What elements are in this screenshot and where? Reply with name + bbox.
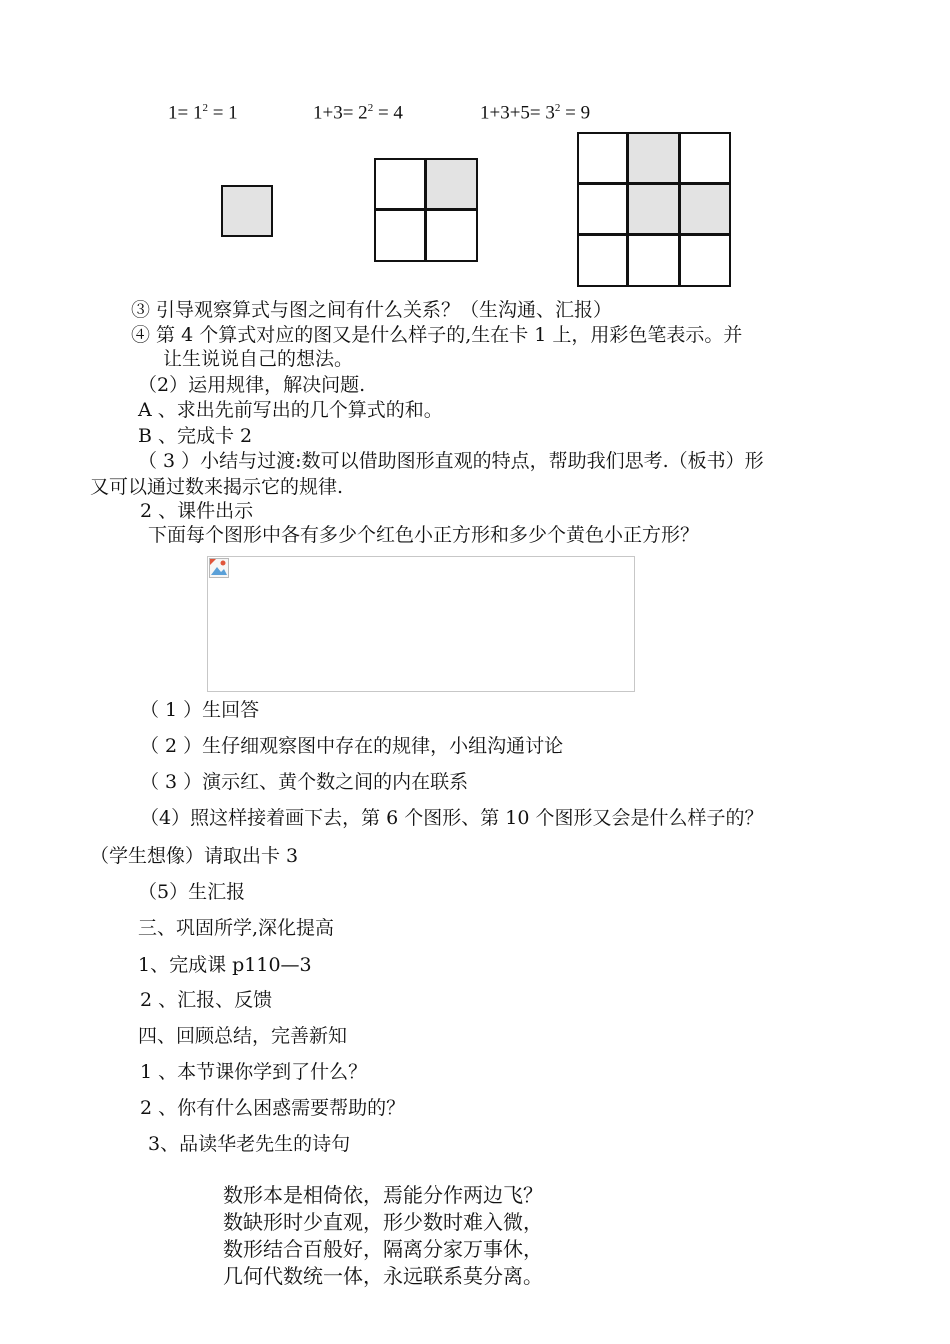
text-line: 2 、课件出示 [140, 500, 254, 522]
text-line: B 、完成卡 2 [138, 425, 253, 447]
text-line: ③ 引导观察算式与图之间有什么关系？（生沟通、汇报） [131, 299, 613, 321]
grid-cell [627, 132, 679, 184]
text-line: A 、求出先前写出的几个算式的和。 [138, 399, 443, 421]
formula-2: $1+3= 2^2 = 4$ [313, 102, 403, 124]
grid-cell [374, 209, 426, 262]
figure-3x3 [577, 132, 731, 287]
grid-cell [627, 183, 679, 236]
text-line: 2 、汇报、反馈 [140, 989, 273, 1011]
text-line: 下面每个图形中各有多少个红色小正方形和多少个黄色小正方形？ [148, 524, 700, 546]
broken-image-icon [209, 558, 229, 578]
text-line: （ 3 ）演示红、黄个数之间的内在联系 [140, 771, 469, 793]
image-placeholder [207, 556, 635, 692]
grid-cell [679, 183, 731, 236]
grid-cell [577, 234, 628, 287]
text-line: 1 、本节课你学到了什么？ [140, 1061, 368, 1083]
text-line: 四、回顾总结，完善新知 [138, 1025, 348, 1047]
text-line: 1、完成课 p110—3 [138, 954, 312, 976]
text-line: ④ 第 4 个算式对应的图又是什么样子的,生在卡 1 上，用彩色笔表示。并 [131, 324, 743, 346]
text-line: （学生想像）请取出卡 3 [90, 845, 299, 867]
text-line: （4）照这样接着画下去，第 6 个图形、第 10 个图形又会是什么样子的？ [140, 807, 764, 829]
grid-cell [374, 158, 426, 210]
grid-cell [679, 234, 731, 287]
grid-cell [425, 209, 478, 262]
formula-1: $1= 1^2 = 1$ [168, 102, 238, 124]
text-line: 三、巩固所学,深化提高 [138, 917, 335, 939]
grid-cell [577, 183, 628, 236]
poem-line-1: 数形本是相倚依，焉能分作两边飞？ [223, 1183, 543, 1207]
poem-line-3: 数形结合百般好，隔离分家万事休， [223, 1237, 543, 1261]
poem-line-2: 数缺形时少直观，形少数时难入微， [223, 1210, 543, 1234]
text-line: （ 2 ）生仔细观察图中存在的规律，小组沟通讨论 [140, 735, 564, 757]
grid-cell [679, 132, 731, 184]
grid-cell [627, 234, 679, 287]
grid-cell [221, 185, 273, 237]
text-line: （5）生汇报 [138, 881, 246, 903]
text-line: 让生说说自己的想法。 [163, 348, 354, 370]
figure-2x2 [374, 158, 478, 262]
text-line: 又可以通过数来揭示它的规律. [90, 476, 344, 498]
grid-cell [577, 132, 628, 184]
figure-1x1 [221, 185, 273, 237]
text-line: 2 、你有什么困惑需要帮助的？ [140, 1097, 406, 1119]
text-line: （2）运用规律，解决问题. [138, 374, 366, 396]
text-line: （ 1 ）生回答 [140, 699, 260, 721]
poem-line-4: 几何代数统一体，永远联系莫分离。 [223, 1264, 543, 1288]
text-line: （ 3 ）小结与过渡:数可以借助图形直观的特点，帮助我们思考.（板书）形 [138, 450, 764, 472]
grid-cell [425, 158, 478, 210]
formula-3: $1+3+5= 3^2 = 9$ [480, 102, 591, 124]
text-line: 3、品读华老先生的诗句 [148, 1133, 351, 1155]
